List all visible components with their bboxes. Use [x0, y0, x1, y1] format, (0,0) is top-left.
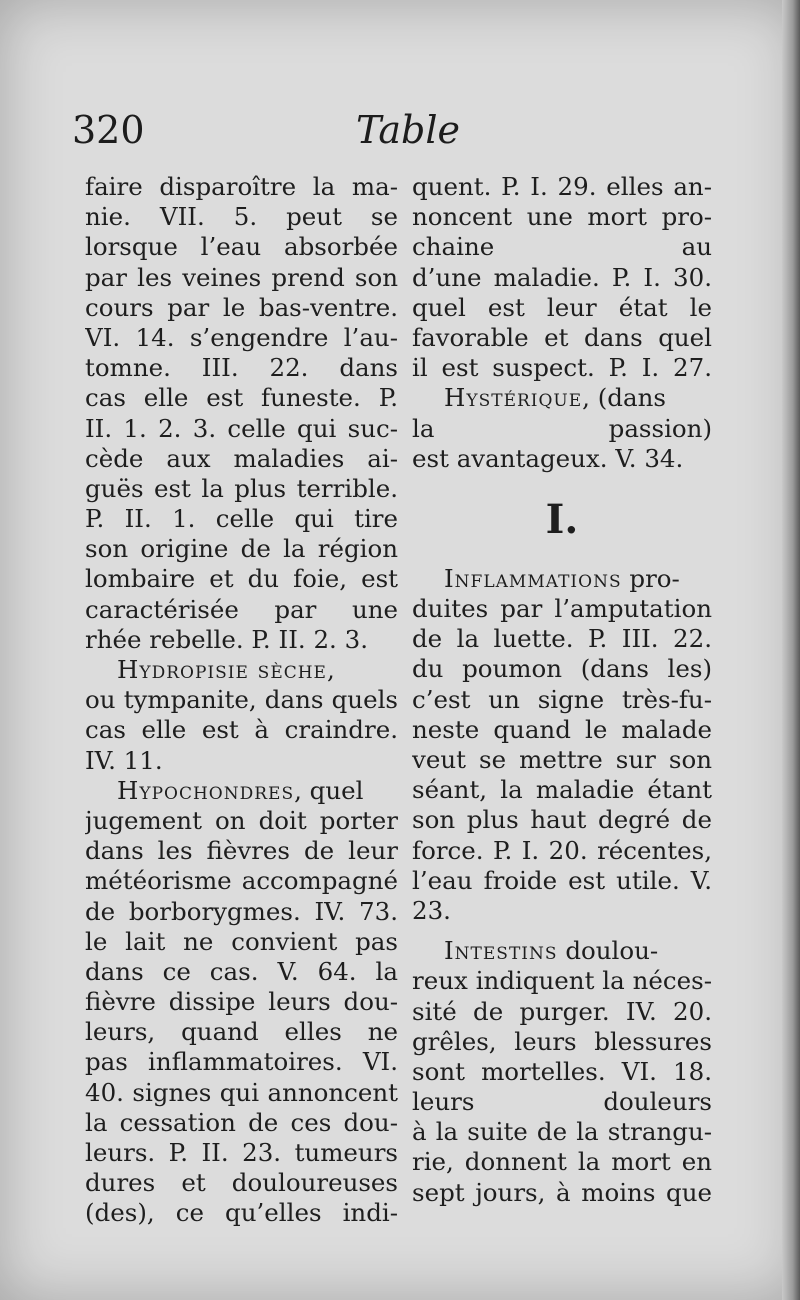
text-line: 23.	[412, 895, 451, 925]
text-line: la passion)	[412, 413, 712, 443]
text-line: IV. 11.	[85, 745, 163, 775]
page-edge-shadow	[782, 0, 800, 1300]
text-line: leurs douleurs	[412, 1087, 712, 1117]
text-line: il est suspect. P. I. 27.	[412, 353, 712, 383]
text-line: grêles, leurs blessures	[412, 1026, 712, 1056]
text-line: lombaire et du foie, est	[85, 564, 398, 594]
text-line: fièvre dissipe leurs dou-	[85, 987, 398, 1017]
entry-heading-hysterique: Hystérique	[444, 383, 583, 413]
text-line: pas inflammatoires. VI.	[85, 1047, 398, 1077]
text-line: chaine au	[412, 232, 712, 262]
text-line: de la luette. P. III. 22.	[412, 624, 712, 654]
text-line: le lait ne convient pas	[85, 926, 398, 956]
text-line: la cessation de ces dou-	[85, 1107, 398, 1137]
entry-heading-rest: doulou-	[557, 936, 659, 966]
text-line: par les veines prend son	[85, 262, 398, 292]
text-line: duites par l’amputation	[412, 594, 712, 624]
text-line: c’est un signe très-fu-	[412, 684, 712, 714]
text-line: l’eau froide est utile. V.	[412, 865, 712, 895]
text-line: cas elle est à craindre.	[85, 715, 398, 745]
text-line: est avantageux. V. 34.	[412, 443, 684, 473]
text-line: favorable et dans quel	[412, 322, 712, 352]
running-head	[0, 108, 800, 158]
text-line: faire disparoître la ma-	[85, 172, 398, 201]
text-line: dans ce cas. V. 64. la	[85, 956, 398, 986]
text-line: leurs. P. II. 23. tumeurs	[85, 1138, 398, 1167]
text-line: météorisme accompagné	[85, 866, 398, 896]
entry-heading-line	[412, 936, 712, 966]
entry-heading-rest: ,	[326, 655, 335, 684]
text-line: (des), ce qu’elles indi-	[85, 1198, 398, 1228]
text-line: son plus haut degré de	[412, 805, 712, 835]
text-line: reux indiquent la néces-	[412, 966, 712, 996]
text-line: force. P. I. 20. récentes,	[412, 835, 712, 865]
page-number: 320	[72, 108, 145, 152]
text-line: cours par le bas-ventre.	[85, 292, 398, 322]
entry-heading-hydropisie: Hydropisie sèche	[117, 655, 327, 684]
text-line: dans les fièvres de leur	[85, 836, 398, 866]
text-line: à la suite de la strangu-	[412, 1117, 712, 1147]
text-line: cas elle est funeste. P.	[85, 383, 398, 413]
text-line: rhée rebelle. P. II. 2. 3.	[85, 624, 368, 654]
entry-heading-line	[412, 564, 712, 594]
entry-heading-intestins: Intestins	[444, 936, 558, 966]
text-line: cède aux maladies ai-	[85, 443, 398, 473]
entry-heading-hypochondres: Hypochondres	[117, 775, 295, 805]
entry-heading-line	[85, 776, 398, 806]
text-line: 40. signes qui annoncent	[85, 1077, 398, 1107]
text-line: d’une maladie. P. I. 30.	[412, 262, 712, 292]
text-line: quel est leur état le	[412, 292, 712, 322]
text-line: jugement on doit porter	[85, 805, 398, 835]
text-line: II. 1. 2. 3. celle qui suc-	[85, 413, 398, 443]
text-line: rie, donnent la mort en	[412, 1147, 712, 1177]
entry-heading-line	[85, 655, 398, 685]
entry-heading-rest: , quel	[294, 775, 364, 805]
text-line: de borborygmes. IV. 73.	[85, 896, 398, 926]
text-line: son origine de la région	[85, 534, 398, 564]
text-line: sept jours, à moins que	[412, 1177, 712, 1207]
entry-heading-rest: pro-	[621, 563, 680, 593]
text-line: séant, la maladie étant	[412, 775, 712, 805]
text-line: noncent une mort pro-	[412, 202, 712, 232]
section-letter: I.	[545, 495, 579, 543]
text-line: VI. 14. s’engendre l’au-	[85, 322, 398, 352]
text-line: P. II. 1. celle qui tire	[85, 504, 398, 534]
entry-heading-line	[412, 383, 712, 413]
text-line: guës est la plus terrible.	[85, 473, 398, 503]
text-line: dures et douloureuses	[85, 1168, 398, 1198]
text-line: sité de purger. IV. 20.	[412, 996, 712, 1026]
text-line: quent. P. I. 29. elles an-	[412, 172, 712, 201]
text-line: veut se mettre sur son	[412, 745, 712, 774]
text-line: caractérisée par une	[85, 594, 398, 624]
text-line: du poumon (dans les)	[412, 654, 712, 684]
text-line: leurs, quand elles ne	[85, 1017, 398, 1047]
left-column	[85, 172, 398, 1229]
running-title: Table	[356, 108, 461, 152]
entry-heading-inflammations: Inflammations	[444, 563, 622, 593]
text-line: sont mortelles. VI. 18.	[412, 1056, 712, 1086]
text-line: nie. VII. 5. peut se	[85, 202, 398, 232]
text-line: lorsque l’eau absorbée	[85, 232, 398, 262]
text-line: neste quand le malade	[412, 714, 712, 744]
text-line: tomne. III. 22. dans	[85, 353, 398, 383]
text-line: ou tympanite, dans quels	[85, 685, 398, 715]
right-column	[412, 172, 712, 1208]
entry-heading-rest: , (dans	[582, 383, 666, 413]
